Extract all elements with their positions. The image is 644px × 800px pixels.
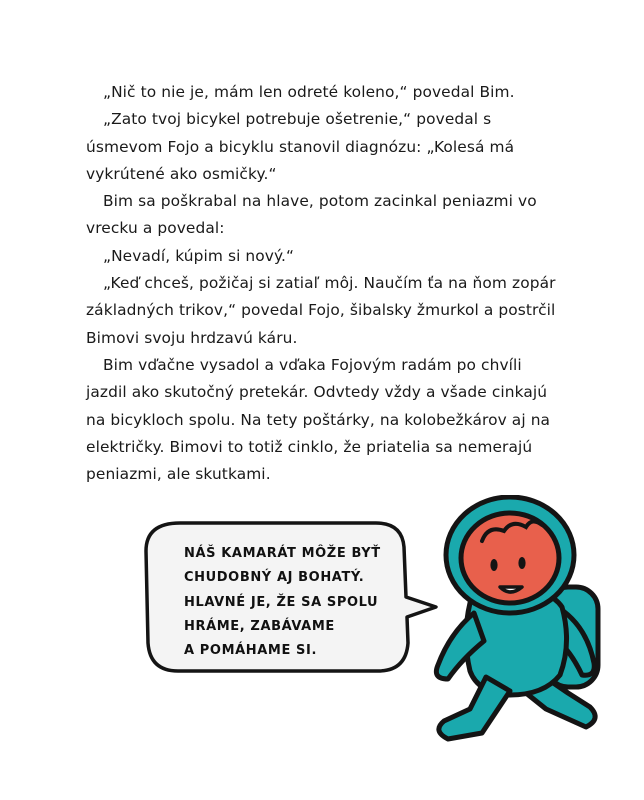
paragraph: Bim sa poškrabal na hlave, potom zacinkal peniazmi vo vrecku a povedal: [86, 192, 537, 238]
paragraph: „Zato tvoj bicykel potrebuje ošetrenie,“ povedal s úsmevom Fojo a bicyklu stanovil diagnózu: „Kolesá má vykrútené ako osmičky.“ [86, 110, 515, 183]
paragraph: Bim vďačne vysadol a vďaka Fojovým radám po chvíli jazdil ako skutočný pretekár. Odvtedy vždy a všade cinkajú na bicykloch spolu. Na tety poštárky, na kolobežkárov aj na električky. Bimovi to totiž cinklo, že priatelia sa nemerajú peniazmi, ale skutkami. [86, 355, 551, 484]
bubble-line: NÁŠ KAMARÁT MÔŽE BYŤ [184, 546, 381, 561]
story-text [86, 79, 556, 488]
paragraph: „Nič to nie je, mám len odreté koleno,“ povedal Bim. [103, 83, 515, 101]
bubble-line: HRÁME, ZABÁVAME [184, 618, 335, 634]
bubble-line: A POMÁHAME SI. [184, 643, 317, 659]
paragraph: „Nevadí, kúpim si nový.“ [103, 246, 295, 265]
bubble-line: HLAVNÉ JE, ŽE SA SPOLU [184, 594, 379, 610]
astronaut-character-icon [418, 495, 638, 765]
paragraph: „Keď chceš, požičaj si zatiaľ môj. Naučím ťa na ňom zopár základných trikov,“ povedal Fojo, šibalsky žmurkol a postrčil Bimovi svoju hrdzavú káru. [86, 274, 556, 347]
bubble-line: CHUDOBNÝ AJ BOHATÝ. [184, 570, 365, 586]
speech-bubble-text [184, 542, 424, 663]
